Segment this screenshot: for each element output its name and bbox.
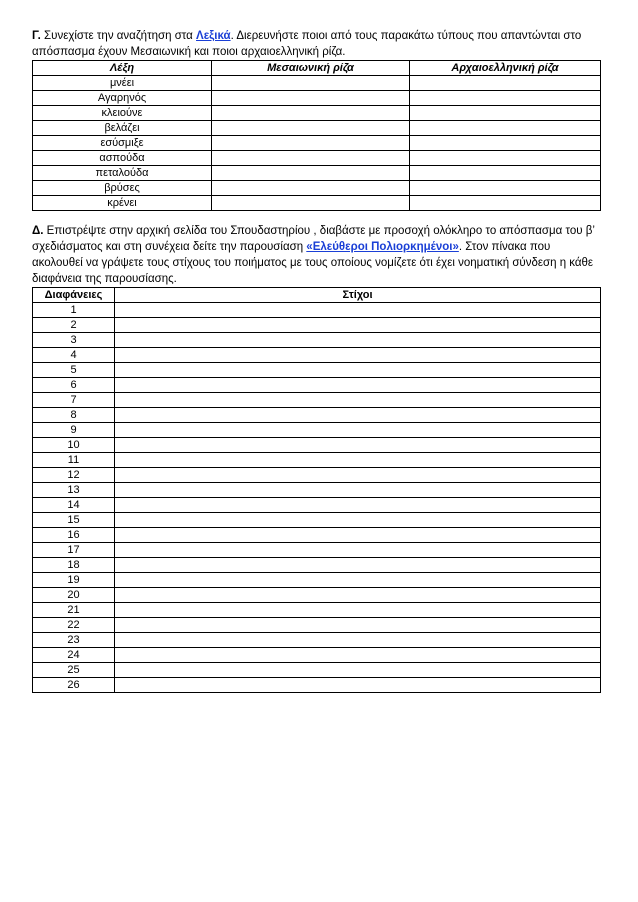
- table-row: [33, 106, 601, 121]
- slide-number-cell: 16: [33, 528, 115, 543]
- slide-number-cell: 20: [33, 588, 115, 603]
- verses-cell[interactable]: [115, 453, 601, 468]
- slide-number-cell: 22: [33, 618, 115, 633]
- table-row: [33, 438, 601, 453]
- medieval-root-cell[interactable]: [212, 136, 410, 151]
- verses-cell[interactable]: [115, 408, 601, 423]
- table-row: [33, 196, 601, 211]
- slide-number-cell: 3: [33, 333, 115, 348]
- verses-cell[interactable]: [115, 648, 601, 663]
- table-row: [33, 91, 601, 106]
- verses-cell[interactable]: [115, 483, 601, 498]
- section-c-text-before: Συνεχίστε την αναζήτηση στα: [40, 30, 197, 42]
- table-row: [33, 483, 601, 498]
- word-cell: κρένει: [33, 196, 212, 211]
- slide-number-cell: 10: [33, 438, 115, 453]
- verses-cell[interactable]: [115, 468, 601, 483]
- slide-number-cell: 6: [33, 378, 115, 393]
- table-row: [33, 363, 601, 378]
- slide-number-cell: 13: [33, 483, 115, 498]
- table-row: [33, 166, 601, 181]
- verses-cell[interactable]: [115, 543, 601, 558]
- slide-number-cell: 18: [33, 558, 115, 573]
- medieval-root-cell[interactable]: [212, 181, 410, 196]
- verses-cell[interactable]: [115, 423, 601, 438]
- table-row: [33, 348, 601, 363]
- section-c-label: Γ.: [32, 30, 41, 42]
- header-slides: Διαφάνειες: [33, 288, 115, 303]
- table-row: [33, 588, 601, 603]
- table-row: [33, 303, 601, 318]
- section-d-text-after: . Στον πίνακα που ακολουθεί να γράψετε τους στίχους του ποιήματος με τους οποίους νομίζετε ότι έχει νοηματική σύνδεση η κάθε διαφάνεια της παρουσίασης.: [32, 241, 594, 285]
- word-cell: βρύσες: [33, 181, 212, 196]
- section-d-instructions: [32, 223, 600, 287]
- section-d: [32, 223, 600, 693]
- slide-number-cell: 1: [33, 303, 115, 318]
- table-row: [33, 618, 601, 633]
- verses-cell[interactable]: [115, 378, 601, 393]
- table-row: [33, 528, 601, 543]
- slides-table-body: [33, 303, 601, 693]
- header-verses: Στίχοι: [115, 288, 601, 303]
- slide-number-cell: 4: [33, 348, 115, 363]
- header-medieval-root: Μεσαιωνική ρίζα: [212, 61, 410, 76]
- slide-number-cell: 2: [33, 318, 115, 333]
- slide-number-cell: 12: [33, 468, 115, 483]
- table-row: [33, 393, 601, 408]
- verses-cell[interactable]: [115, 333, 601, 348]
- verses-cell[interactable]: [115, 558, 601, 573]
- ancient-root-cell[interactable]: [410, 91, 601, 106]
- table-row: [33, 648, 601, 663]
- word-cell: Αγαρηνός: [33, 91, 212, 106]
- word-cell: πεταλούδα: [33, 166, 212, 181]
- table-row: [33, 378, 601, 393]
- table-row: [33, 678, 601, 693]
- table-row: [33, 633, 601, 648]
- slide-number-cell: 11: [33, 453, 115, 468]
- slide-number-cell: 24: [33, 648, 115, 663]
- slides-table-header: [33, 288, 601, 303]
- verses-cell[interactable]: [115, 588, 601, 603]
- slide-number-cell: 19: [33, 573, 115, 588]
- table-row: [33, 333, 601, 348]
- dictionaries-link[interactable]: Λεξικά: [196, 30, 231, 42]
- slide-number-cell: 9: [33, 423, 115, 438]
- table-row: [33, 151, 601, 166]
- table-row: [33, 423, 601, 438]
- ancient-root-cell[interactable]: [410, 181, 601, 196]
- slide-number-cell: 7: [33, 393, 115, 408]
- verses-cell[interactable]: [115, 318, 601, 333]
- medieval-root-cell[interactable]: [212, 151, 410, 166]
- table-row: [33, 76, 601, 91]
- verses-cell[interactable]: [115, 363, 601, 378]
- ancient-root-cell[interactable]: [410, 151, 601, 166]
- table-row: [33, 603, 601, 618]
- verses-cell[interactable]: [115, 663, 601, 678]
- medieval-root-cell[interactable]: [212, 76, 410, 91]
- ancient-root-cell[interactable]: [410, 166, 601, 181]
- word-cell: ασπούδα: [33, 151, 212, 166]
- word-cell: εσύσμιξε: [33, 136, 212, 151]
- section-c-text-after: . Διερευνήστε ποιοι από τους παρακάτω τύπους που απαντώνται στο απόσπασμα έχουν Μεσαιωνική και ποιοι αρχαιοελληνική ρίζα.: [32, 30, 582, 58]
- table-row: [33, 408, 601, 423]
- table-row: [33, 558, 601, 573]
- slide-number-cell: 25: [33, 663, 115, 678]
- table-row: [33, 121, 601, 136]
- table-row: [33, 468, 601, 483]
- section-c-instructions: [32, 28, 600, 60]
- worksheet-page: [32, 28, 600, 693]
- presentation-link[interactable]: «Ελεύθεροι Πολιορκημένοι»: [306, 241, 459, 253]
- slide-number-cell: 8: [33, 408, 115, 423]
- roots-table-header: [33, 61, 601, 76]
- verses-cell[interactable]: [115, 303, 601, 318]
- table-row: [33, 453, 601, 468]
- verses-cell[interactable]: [115, 438, 601, 453]
- slide-number-cell: 21: [33, 603, 115, 618]
- ancient-root-cell[interactable]: [410, 76, 601, 91]
- ancient-root-cell[interactable]: [410, 106, 601, 121]
- word-cell: βελάζει: [33, 121, 212, 136]
- word-cell: κλειούνε: [33, 106, 212, 121]
- medieval-root-cell[interactable]: [212, 121, 410, 136]
- verses-cell[interactable]: [115, 633, 601, 648]
- verses-cell[interactable]: [115, 498, 601, 513]
- table-row: [33, 498, 601, 513]
- slide-number-cell: 23: [33, 633, 115, 648]
- medieval-root-cell[interactable]: [212, 91, 410, 106]
- verses-cell[interactable]: [115, 618, 601, 633]
- slide-number-cell: 17: [33, 543, 115, 558]
- table-row: [33, 543, 601, 558]
- medieval-root-cell[interactable]: [212, 196, 410, 211]
- table-row: [33, 663, 601, 678]
- table-row: [33, 136, 601, 151]
- slide-number-cell: 5: [33, 363, 115, 378]
- verses-cell[interactable]: [115, 393, 601, 408]
- roots-table: [32, 60, 601, 211]
- slide-number-cell: 15: [33, 513, 115, 528]
- table-row: [33, 513, 601, 528]
- slide-number-cell: 14: [33, 498, 115, 513]
- section-c: [32, 28, 600, 211]
- section-d-label: Δ.: [32, 225, 44, 237]
- roots-table-body: [33, 76, 601, 211]
- verses-cell[interactable]: [115, 513, 601, 528]
- verses-cell[interactable]: [115, 603, 601, 618]
- table-row: [33, 318, 601, 333]
- ancient-root-cell[interactable]: [410, 121, 601, 136]
- section-d-text-before: Επιστρέψτε στην αρχική σελίδα του Σπουδαστηρίου , διαβάστε με προσοχή ολόκληρο το απόσπασμα του β’ σχεδιάσματος και στη συνέχεια δείτε την παρουσίαση: [32, 225, 595, 253]
- verses-cell[interactable]: [115, 528, 601, 543]
- medieval-root-cell[interactable]: [212, 106, 410, 121]
- ancient-root-cell[interactable]: [410, 196, 601, 211]
- verses-cell[interactable]: [115, 348, 601, 363]
- medieval-root-cell[interactable]: [212, 166, 410, 181]
- header-ancient-root: Αρχαιοελληνική ρίζα: [410, 61, 601, 76]
- verses-cell[interactable]: [115, 573, 601, 588]
- slide-number-cell: 26: [33, 678, 115, 693]
- slides-table: [32, 287, 601, 693]
- table-row: [33, 573, 601, 588]
- ancient-root-cell[interactable]: [410, 136, 601, 151]
- verses-cell[interactable]: [115, 678, 601, 693]
- table-row: [33, 181, 601, 196]
- header-word: Λέξη: [33, 61, 212, 76]
- word-cell: μνέει: [33, 76, 212, 91]
